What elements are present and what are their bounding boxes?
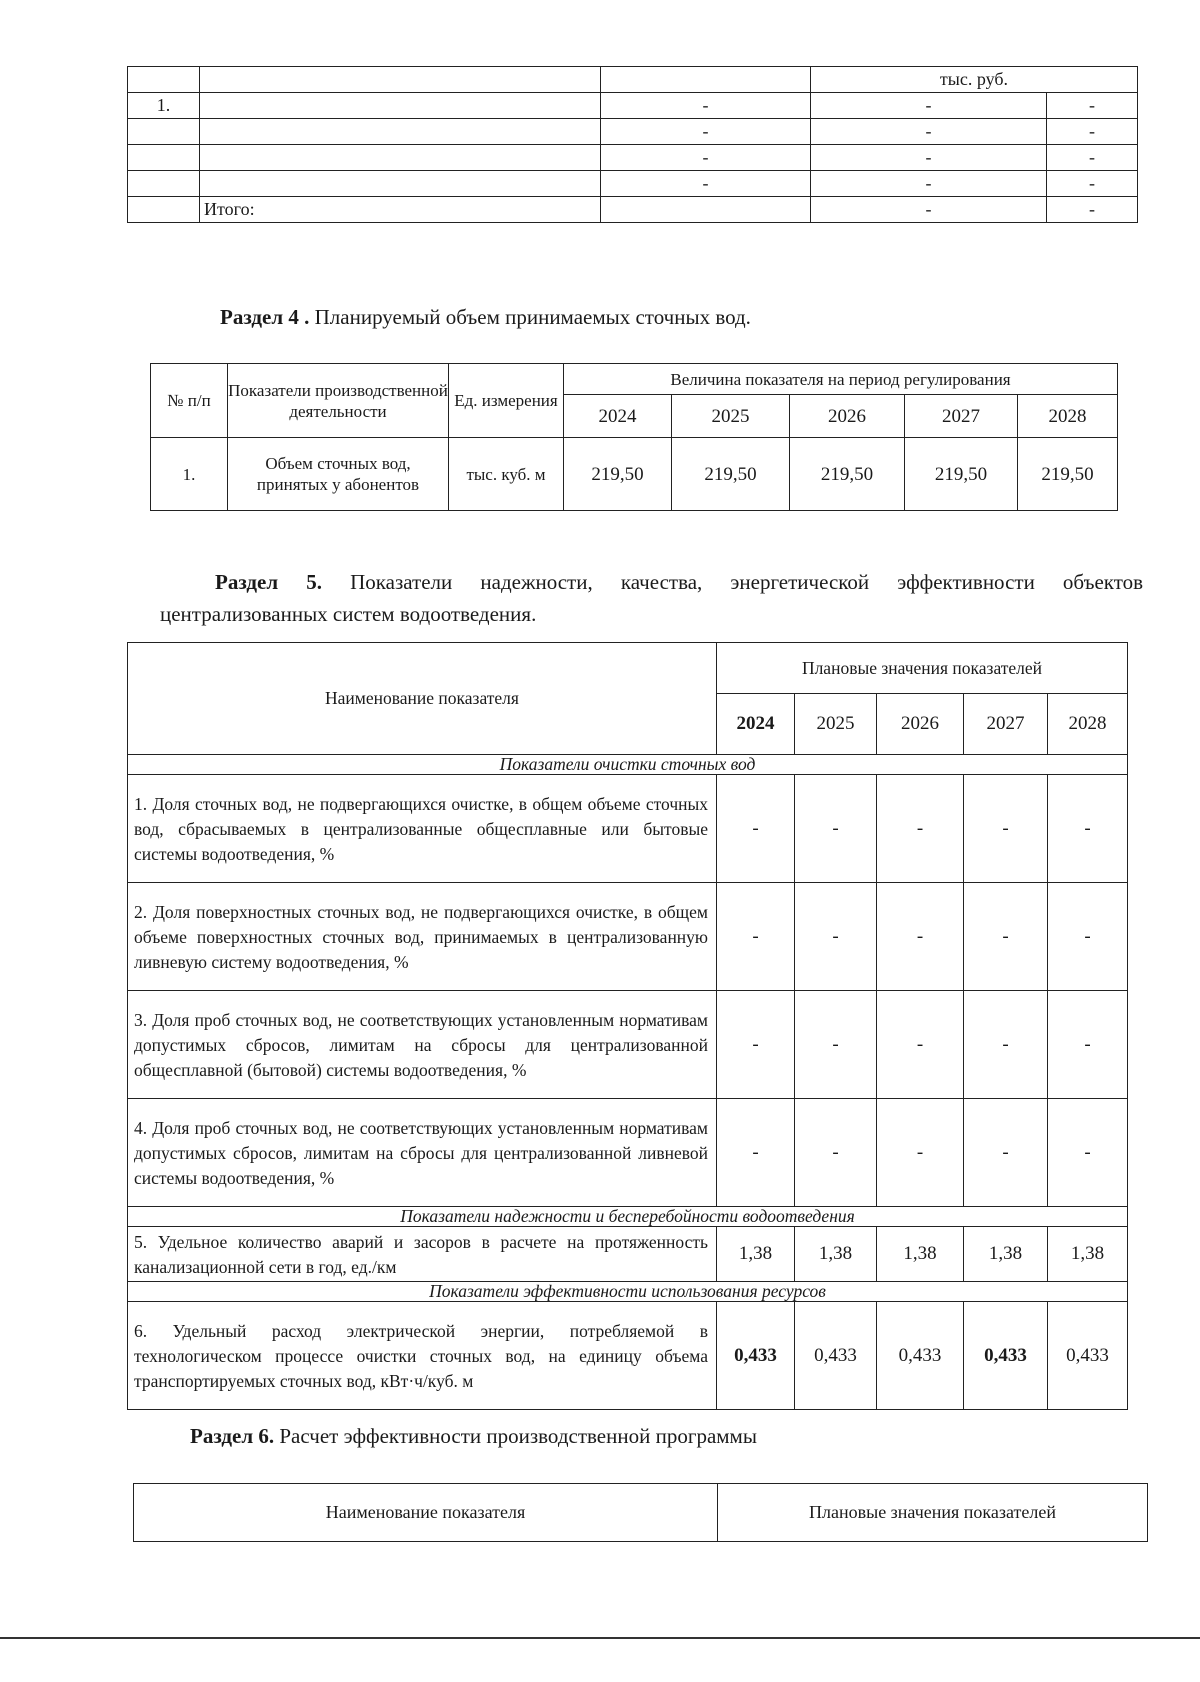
col-plan-header: Плановые значения показателей — [718, 1484, 1148, 1542]
year-header: 2028 — [1048, 694, 1128, 755]
unit-header: тыс. руб. — [811, 67, 1138, 93]
cell-value: - — [601, 119, 811, 145]
section4-table — [150, 363, 1118, 511]
group-row — [128, 755, 1128, 775]
cell-value — [601, 197, 811, 223]
cell-value: 219,50 — [672, 438, 790, 511]
table-header-row — [128, 643, 1128, 694]
cell — [128, 67, 200, 93]
indicator-name: 4. Доля проб сточных вод, не соответствующих установленным нормативам допустимых сбросов, лимитам на сбросы для централизованной ливневой системы водоотведения, % — [128, 1099, 717, 1207]
cell-value: - — [1048, 883, 1128, 991]
table-row — [128, 145, 1138, 171]
group-title: Показатели эффективности использования ресурсов — [128, 1282, 1128, 1302]
cell-value: - — [717, 883, 795, 991]
cell-value: 0,433 — [1048, 1302, 1128, 1410]
cell-value: - — [877, 1099, 964, 1207]
cell-value: - — [811, 197, 1047, 223]
cell-value: - — [1048, 991, 1128, 1099]
col-period-header: Величина показателя на период регулирования — [564, 364, 1118, 395]
cell-value: 1,38 — [795, 1227, 877, 1282]
cell-value: - — [795, 1099, 877, 1207]
col-plan-header: Плановые значения показателей — [717, 643, 1128, 694]
section6-heading — [190, 1424, 757, 1449]
cell-value: - — [964, 991, 1048, 1099]
table-header-row — [151, 364, 1118, 395]
row-number — [128, 145, 200, 171]
year-header: 2024 — [717, 694, 795, 755]
cell-value: 0,433 — [795, 1302, 877, 1410]
year-header: 2025 — [795, 694, 877, 755]
col-unit-header: Ед. измерения — [449, 364, 564, 438]
col-name-header: Наименование показателя — [128, 643, 717, 755]
indicator-row — [128, 1227, 1128, 1282]
cell-value: 219,50 — [1018, 438, 1118, 511]
group-title: Показатели надежности и бесперебойности водоотведения — [128, 1207, 1128, 1227]
col-num-header: № п/п — [151, 364, 228, 438]
expenses-table — [127, 66, 1138, 223]
year-header: 2027 — [964, 694, 1048, 755]
cell-value: - — [877, 883, 964, 991]
cell-value: 219,50 — [564, 438, 672, 511]
table-header-row — [134, 1484, 1148, 1542]
group-row — [128, 1207, 1128, 1227]
indicator-name: 5. Удельное количество аварий и засоров в расчете на протяженность канализационной сети в год, ед./км — [128, 1227, 717, 1282]
row-number: 1. — [151, 438, 228, 511]
year-header: 2024 — [564, 395, 672, 438]
year-header: 2028 — [1018, 395, 1118, 438]
row-number — [128, 197, 200, 223]
cell-value: 1,38 — [717, 1227, 795, 1282]
indicator-row — [128, 991, 1128, 1099]
cell-value: - — [811, 93, 1047, 119]
section4-heading — [220, 305, 751, 330]
cell-value: - — [964, 1099, 1048, 1207]
cell-value: - — [717, 1099, 795, 1207]
cell-value: - — [811, 119, 1047, 145]
row-name — [200, 171, 601, 197]
section5-heading — [160, 566, 1143, 630]
cell — [601, 67, 811, 93]
year-header: 2026 — [790, 395, 905, 438]
row-number — [128, 119, 200, 145]
row-name: Итого: — [200, 197, 601, 223]
section4-label: Раздел 4 . — [220, 305, 310, 329]
cell-value: - — [601, 145, 811, 171]
cell-value: 219,50 — [905, 438, 1018, 511]
cell-value: - — [601, 171, 811, 197]
cell-value: - — [1048, 775, 1128, 883]
year-header: 2026 — [877, 694, 964, 755]
cell-value: - — [811, 145, 1047, 171]
section5-table — [127, 642, 1128, 1410]
cell-value: - — [1047, 93, 1138, 119]
indicator-row — [128, 883, 1128, 991]
cell-value: - — [717, 991, 795, 1099]
cell-value: - — [795, 991, 877, 1099]
row-number — [128, 171, 200, 197]
cell-value: - — [877, 775, 964, 883]
cell-value: - — [964, 883, 1048, 991]
cell-value: - — [964, 775, 1048, 883]
cell-value: - — [795, 883, 877, 991]
table-row — [151, 438, 1118, 511]
cell-value: 1,38 — [1048, 1227, 1128, 1282]
indicator-name: 6. Удельный расход электрической энергии, потребляемой в технологическом процессе очистки сточных вод, на единицу объема транспортируемых сточных вод, кВт·ч/куб. м — [128, 1302, 717, 1410]
group-title: Показатели очистки сточных вод — [128, 755, 1128, 775]
row-indicator: Объем сточных вод, принятых у абонентов — [228, 438, 449, 511]
indicator-row — [128, 1099, 1128, 1207]
cell-value: - — [795, 775, 877, 883]
cell-value: 1,38 — [877, 1227, 964, 1282]
row-name — [200, 93, 601, 119]
cell-value: - — [877, 991, 964, 1099]
table-row — [128, 119, 1138, 145]
cell-value: - — [1048, 1099, 1128, 1207]
group-row — [128, 1282, 1128, 1302]
indicator-name: 3. Доля проб сточных вод, не соответствующих установленным нормативам допустимых сбросов, лимитам на сбросы для централизованной общесплавной (бытовой) системы водоотведения, % — [128, 991, 717, 1099]
cell-value: 0,433 — [717, 1302, 795, 1410]
cell — [200, 67, 601, 93]
cell-value: - — [717, 775, 795, 883]
indicator-name: 1. Доля сточных вод, не подвергающихся очистке, в общем объеме сточных вод, сбрасываемых в централизованные общесплавные или бытовые системы водоотведения, % — [128, 775, 717, 883]
cell-value: - — [601, 93, 811, 119]
total-row — [128, 197, 1138, 223]
year-header: 2025 — [672, 395, 790, 438]
table-row — [128, 93, 1138, 119]
cell-value: - — [811, 171, 1047, 197]
cell-value: 0,433 — [877, 1302, 964, 1410]
cell-value: 1,38 — [964, 1227, 1048, 1282]
cell-value: 0,433 — [964, 1302, 1048, 1410]
col-name-header: Наименование показателя — [134, 1484, 718, 1542]
cell-value: - — [1047, 197, 1138, 223]
col-indicator-header: Показатели производственной деятельности — [228, 364, 449, 438]
row-name — [200, 119, 601, 145]
year-header: 2027 — [905, 395, 1018, 438]
row-unit: тыс. куб. м — [449, 438, 564, 511]
cell-value: 219,50 — [790, 438, 905, 511]
section6-table — [133, 1483, 1148, 1542]
table-row — [128, 171, 1138, 197]
table-header-row — [128, 67, 1138, 93]
section5-title: Показатели надежности, качества, энергетической эффективности объектов централизованных систем водоотведения. — [160, 570, 1144, 626]
section6-title: Расчет эффективности производственной программы — [279, 1424, 757, 1448]
indicator-row — [128, 775, 1128, 883]
cell-value: - — [1047, 171, 1138, 197]
row-number: 1. — [128, 93, 200, 119]
section5-label: Раздел 5. — [215, 570, 322, 594]
row-name — [200, 145, 601, 171]
cell-value: - — [1047, 119, 1138, 145]
section6-label: Раздел 6. — [190, 1424, 275, 1448]
section4-title: Планируемый объем принимаемых сточных вод. — [314, 305, 751, 329]
page-bottom-rule — [0, 1637, 1200, 1639]
indicator-name: 2. Доля поверхностных сточных вод, не подвергающихся очистке, в общем объеме поверхностных сточных вод, принимаемых в централизованную ливневую систему водоотведения, % — [128, 883, 717, 991]
indicator-row — [128, 1302, 1128, 1410]
cell-value: - — [1047, 145, 1138, 171]
